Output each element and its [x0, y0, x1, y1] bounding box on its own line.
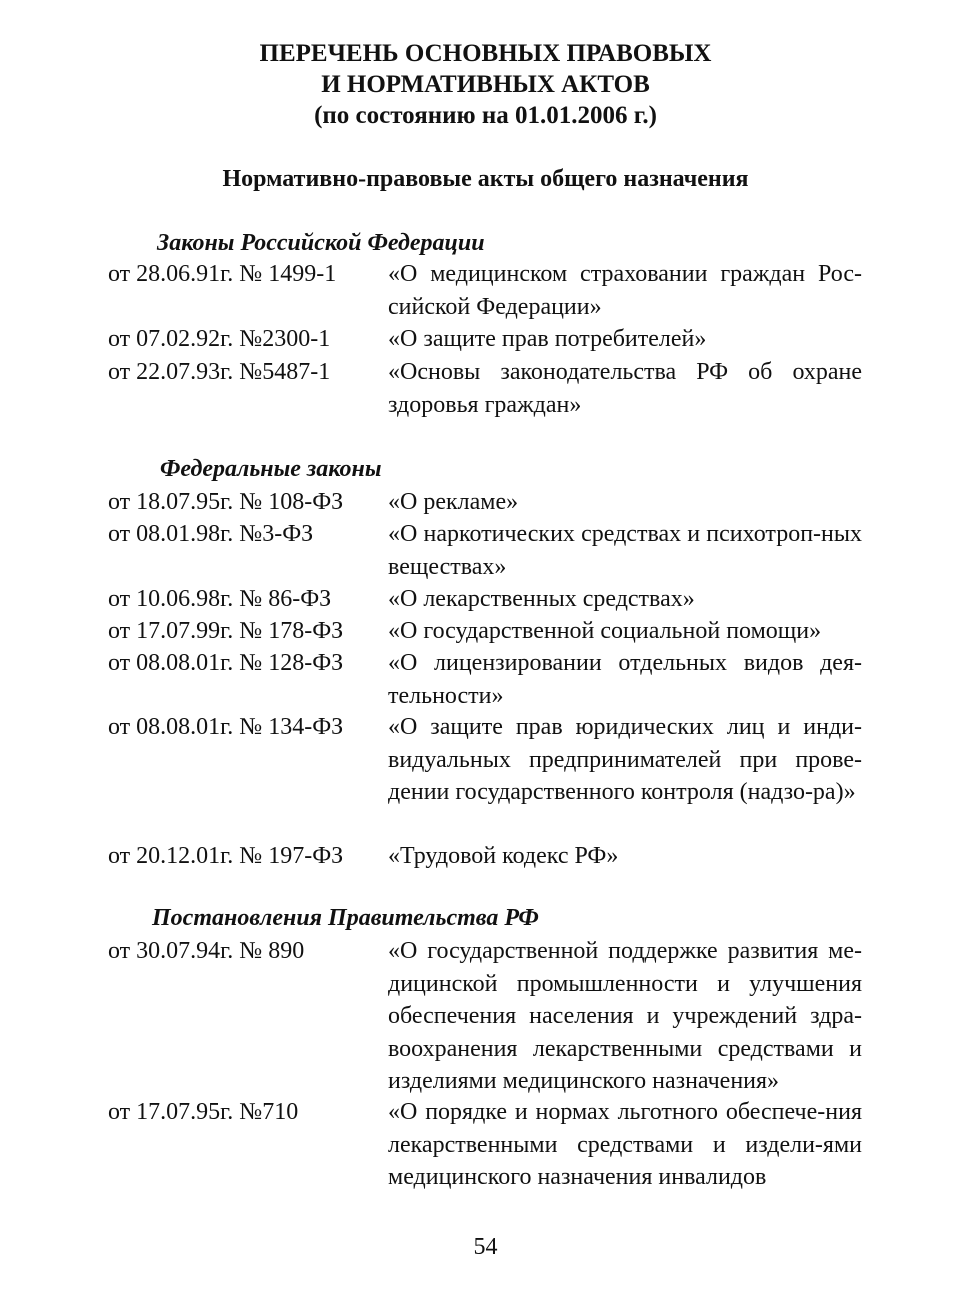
- act-reference: от 08.01.98г. №3-ФЗ: [108, 521, 314, 547]
- act-reference: от 08.08.01г. № 128-ФЗ: [108, 650, 344, 676]
- act-title: «О рекламе»: [388, 489, 519, 515]
- act-title: «О государственной социальной помощи»: [388, 618, 822, 644]
- document-title-date: (по состоянию на 01.01.2006 г.): [314, 102, 657, 129]
- section-heading: Нормативно-правовые акты общего назначения: [222, 166, 749, 192]
- act-title: «О лекарственных средствах»: [388, 586, 695, 612]
- act-reference: от 18.07.95г. № 108-ФЗ: [108, 489, 344, 515]
- act-title: «О государственной поддержке развития ме-дицинской промышленности и улучшения обеспечения населения и учреждений здра-воохранения лекарственными средствами и изделиями медицинского назначения»: [388, 938, 862, 1094]
- act-title: «О наркотических средствах и психотроп-ных веществах»: [388, 521, 862, 580]
- act-reference: от 07.02.92г. №2300-1: [108, 326, 331, 352]
- act-title: «О защите прав юридических лиц и инди-видуальных предпринимателей при прове-дении государственного контроля (надзо-ра)»: [388, 714, 862, 805]
- group-heading-federal-laws: Федеральные законы: [160, 456, 382, 482]
- document-title-line-2: И НОРМАТИВНЫХ АКТОВ: [321, 71, 650, 98]
- act-reference: от 10.06.98г. № 86-ФЗ: [108, 586, 332, 612]
- group-heading-laws: Законы Российской Федерации: [157, 230, 485, 256]
- act-title: «О медицинском страховании граждан Рос-сийской Федерации»: [388, 261, 862, 320]
- act-title: «Трудовой кодекс РФ»: [388, 843, 619, 869]
- act-reference: от 08.08.01г. № 134-ФЗ: [108, 714, 344, 740]
- document-title-line-1: ПЕРЕЧЕНЬ ОСНОВНЫХ ПРАВОВЫХ: [259, 40, 712, 67]
- page-number: 54: [473, 1234, 498, 1260]
- act-reference: от 17.07.99г. № 178-ФЗ: [108, 618, 344, 644]
- act-reference: от 28.06.91г. № 1499-1: [108, 261, 337, 287]
- act-title: «Основы законодательства РФ об охране здоровья граждан»: [388, 359, 862, 418]
- act-title: «О порядке и нормах льготного обеспече-ния лекарственными средствами и издели-ями медицинского назначения инвалидов: [388, 1099, 862, 1190]
- act-reference: от 20.12.01г. № 197-ФЗ: [108, 843, 344, 869]
- act-title: «О лицензировании отдельных видов дея-тельности»: [388, 650, 862, 709]
- act-reference: от 22.07.93г. №5487-1: [108, 359, 331, 385]
- act-reference: от 30.07.94г. № 890: [108, 938, 305, 964]
- act-title: «О защите прав потребителей»: [388, 326, 707, 352]
- act-reference: от 17.07.95г. №710: [108, 1099, 299, 1125]
- group-heading-government-resolutions: Постановления Правительства РФ: [152, 905, 539, 931]
